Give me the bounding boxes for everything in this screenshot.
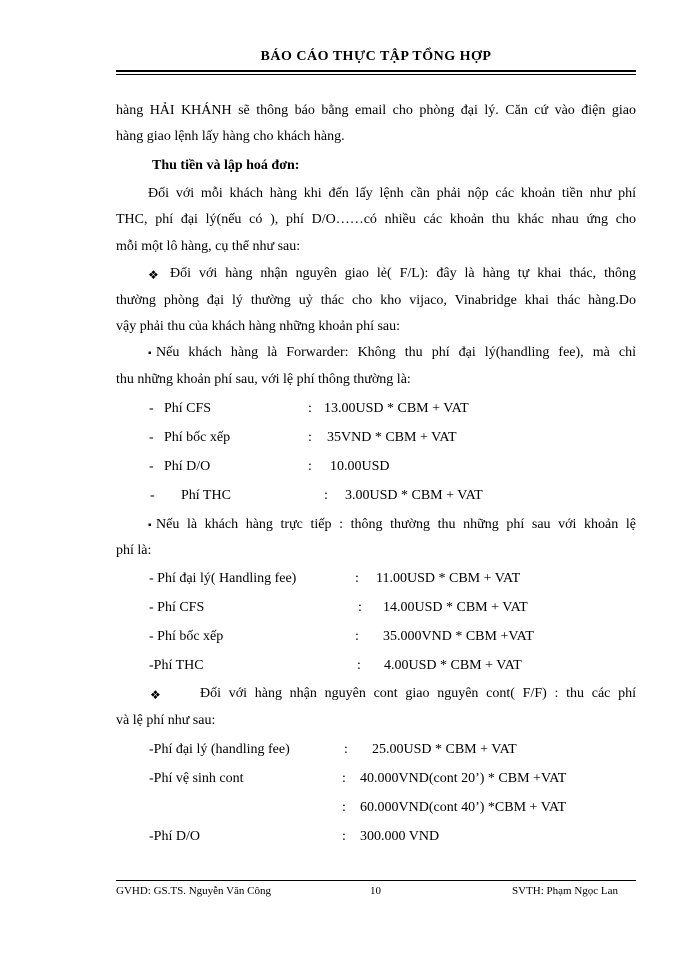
bullet-line: Đối với hàng nhận nguyên cont giao nguyên cont( F/F) : thu các phí [200, 686, 636, 701]
fee-value: 35VND * CBM + VAT [327, 430, 457, 445]
paragraph-line: THC, phí đại lý(nếu có ), phí D/O……có nhiều các khoản thu khác nhau ứng cho [116, 212, 636, 227]
fee-value: 11.00USD * CBM + VAT [376, 571, 521, 586]
square-bullet-icon: ▪ [148, 520, 152, 531]
paragraph-line: Đối với mỗi khách hàng khi đến lấy lệnh cần phải nộp các khoản tiền như phí [148, 186, 636, 201]
diamond-bullet-icon: ❖ [150, 688, 161, 702]
fee-value: 4.00USD * CBM + VAT [384, 658, 522, 673]
fee-value: 13.00USD * CBM + VAT [324, 401, 469, 416]
fee-label: -Phí THC [149, 658, 204, 673]
footer-page-number: 10 [370, 885, 381, 897]
fee-colon: : [308, 459, 312, 474]
fee-value: 60.000VND(cont 40’) *CBM + VAT [360, 800, 567, 815]
header-rule-thin [116, 74, 636, 75]
fee-colon: : [342, 771, 346, 786]
bullet-line: thu những khoản phí sau, với lệ phí thông thường là: [116, 372, 411, 387]
fee-label: -Phí đại lý (handling fee) [149, 742, 290, 757]
diamond-bullet-icon: ❖ [148, 268, 159, 282]
paragraph-line: hàng giao lệnh lấy hàng cho khách hàng. [116, 129, 345, 144]
bullet-line: thường phòng đại lý thường uỷ thác cho kho vijaco, Vinabridge khai thác hàng.Do [116, 293, 636, 308]
fee-label: Phí D/O [164, 459, 211, 474]
fee-colon: : [308, 401, 312, 416]
fee-label: Phí THC [181, 488, 231, 503]
paragraph-line: hàng HẢI KHÁNH sẽ thông báo bằng email cho phòng đại lý. Căn cứ vào điện giao [116, 103, 636, 118]
fee-colon: : [342, 800, 346, 815]
fee-label: Phí CFS [164, 401, 212, 416]
fee-colon: : [357, 658, 361, 673]
fee-colon: : [308, 430, 312, 445]
fee-value: 40.000VND(cont 20’) * CBM +VAT [360, 771, 567, 786]
fee-colon: : [355, 571, 359, 586]
fee-value: 10.00USD [330, 459, 390, 474]
fee-value: 300.000 VND [360, 829, 440, 844]
bullet-line: và lệ phí như sau: [116, 713, 216, 728]
bullet-line: Nếu là khách hàng trực tiếp : thông thường thu những phí sau với khoản lệ [156, 517, 636, 532]
fee-dash: - [149, 459, 154, 474]
section-heading: Thu tiền và lập hoá đơn: [152, 158, 300, 173]
fee-colon: : [324, 488, 328, 503]
square-bullet-icon: ▪ [148, 348, 152, 359]
bullet-line: vậy phải thu của khách hàng những khoản phí sau: [116, 319, 401, 334]
page-header-title: BÁO CÁO THỰC TẬP TỔNG HỢP [260, 49, 492, 64]
paragraph-line: mỗi một lô hàng, cụ thể như sau: [116, 239, 301, 254]
fee-label: Phí bốc xếp [164, 430, 231, 445]
footer-rule [116, 880, 636, 881]
fee-label: - Phí CFS [149, 600, 205, 615]
fee-colon: : [355, 629, 359, 644]
footer-student: SVTH: Phạm Ngọc Lan [512, 885, 619, 897]
fee-value: 14.00USD * CBM + VAT [383, 600, 528, 615]
fee-colon: : [344, 742, 348, 757]
header-rule [116, 70, 636, 72]
fee-value: 35.000VND * CBM +VAT [383, 629, 534, 644]
fee-label: -Phí vệ sinh cont [149, 771, 244, 786]
bullet-line: Nếu khách hàng là Forwarder: Không thu phí đại lý(handling fee), mà chỉ [156, 345, 636, 360]
fee-colon: : [342, 829, 346, 844]
fee-label: - Phí đại lý( Handling fee) [149, 571, 297, 586]
fee-dash: - [150, 488, 155, 503]
fee-dash: - [149, 401, 154, 416]
fee-value: 3.00USD * CBM + VAT [345, 488, 483, 503]
fee-dash: - [149, 430, 154, 445]
fee-label: -Phí D/O [149, 829, 200, 844]
fee-label: - Phí bốc xếp [149, 629, 224, 644]
fee-value: 25.00USD * CBM + VAT [372, 742, 517, 757]
bullet-line: Đối với hàng nhận nguyên giao lẻ( F/L): đây là hàng tự khai thác, thông [170, 266, 636, 281]
bullet-line: phí là: [116, 543, 152, 558]
fee-colon: : [358, 600, 362, 615]
footer-supervisor: GVHD: GS.TS. Nguyễn Văn Công [116, 885, 272, 897]
